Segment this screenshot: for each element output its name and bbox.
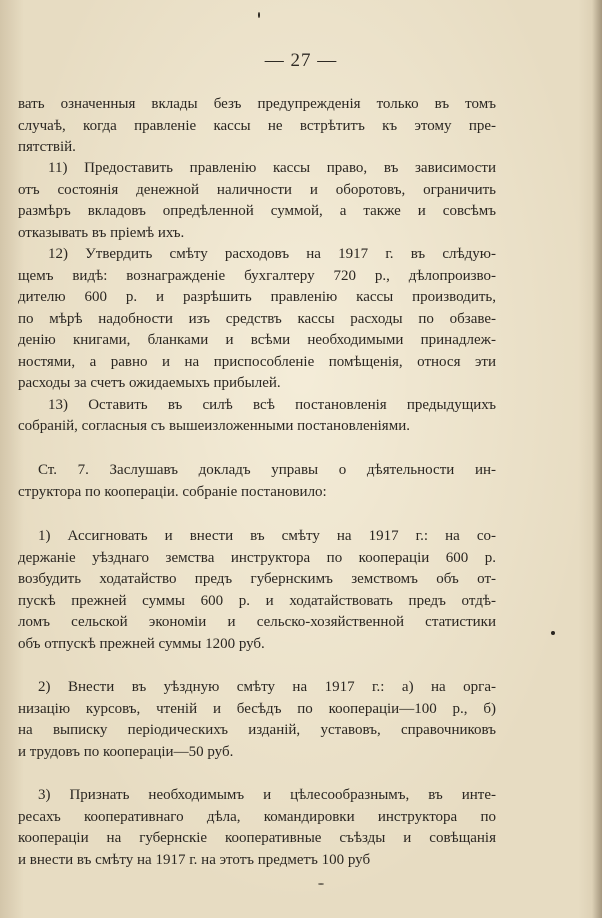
text-line: объ отпускѣ прежней суммы 1200 руб. [18, 636, 265, 652]
text-line: ресахъ кооперативнаго дѣла, командировки инструктора по [18, 809, 496, 825]
text-line: 12) Утвердить смѣту расходовъ на 1917 г. въ слѣдую- [48, 246, 496, 262]
text-line: держаніе уѣзднаго земства инструктора по коопераціи 600 р. [18, 550, 496, 566]
text-line: и внести въ смѣту на 1917 г. на этотъ предметъ 100 руб [18, 852, 371, 868]
text-line: отказывать въ пріемѣ ихъ. [18, 225, 185, 241]
text-line: коопераціи на губернскіе кооперативные съѣзды и совѣщанія [18, 830, 496, 846]
text-line: на выписку періодическихъ изданій, уставовъ, справочниковъ [18, 722, 496, 738]
text-line: 3) Признать необходимымъ и цѣлесообразнымъ, въ инте- [38, 787, 496, 803]
text-line: пятствій. [18, 139, 76, 155]
text-line: щемъ видѣ: вознагражденіе бухгалтеру 720 р., дѣлопроизво- [18, 268, 496, 284]
text-line: по мѣрѣ надобности изъ средствъ кассы расходы по обзаве- [18, 311, 496, 327]
text-line: 1) Ассигновать и внести въ смѣту на 1917 г.: на со- [38, 528, 496, 544]
text-line: 2) Внести въ уѣздную смѣту на 1917 г.: а) на орга- [38, 679, 496, 695]
text-line: отъ состоянія денежной наличности и оборотовъ, ограничить [18, 182, 496, 198]
text-line: 11) Предоставить правленію кассы право, въ зависимости [48, 160, 496, 176]
text-line: возбудить ходатайство предъ губернскимъ земствомъ объ от- [18, 571, 496, 587]
text-line: собраній, согласныя съ вышеизложенными постановленіями. [18, 418, 410, 434]
paper-speck [318, 883, 324, 885]
text-line: размѣръ вкладовъ опредѣленной суммой, а также и совсѣмъ [18, 203, 496, 219]
text-line: структора по коопераціи. собраніе постановило: [18, 484, 327, 500]
text-line: Ст. 7. Заслушавъ докладъ управы о дѣятельности ин- [38, 462, 496, 478]
text-line: расходы за счетъ ожидаемыхъ прибылей. [18, 375, 281, 391]
text-line: низацію курсовъ, чтеній и бесѣдъ по коопераціи—100 р., б) [18, 701, 496, 717]
paper-speck [258, 12, 260, 18]
text-line: денію книгами, бланками и всѣми необходимыми принадлеж- [18, 332, 496, 348]
ink-dot [551, 631, 555, 635]
text-line: пускѣ прежней суммы 600 р. и ходатайствовать предъ отдѣ- [18, 593, 496, 609]
page-fold-shadow [592, 0, 602, 918]
text-line: вать означенныя вклады безъ предупрежденія только въ томъ [18, 96, 496, 112]
text-line: ломъ сельской экономіи и сельско-хозяйственной статистики [18, 614, 496, 630]
text-line: и трудовъ по коопераціи—50 руб. [18, 744, 234, 760]
text-line: 13) Оставить въ силѣ всѣ постановленія предыдущихъ [48, 397, 496, 413]
text-line: случаѣ, когда правленіе кассы не встрѣтитъ къ этому пре- [18, 118, 496, 134]
text-line: ностями, а равно и на приспособленіе помѣщенія, относя эти [18, 354, 496, 370]
page-number: — 27 — [264, 50, 338, 71]
text-line: дителю 600 р. и разрѣшить правленію кассы производить, [18, 289, 496, 305]
